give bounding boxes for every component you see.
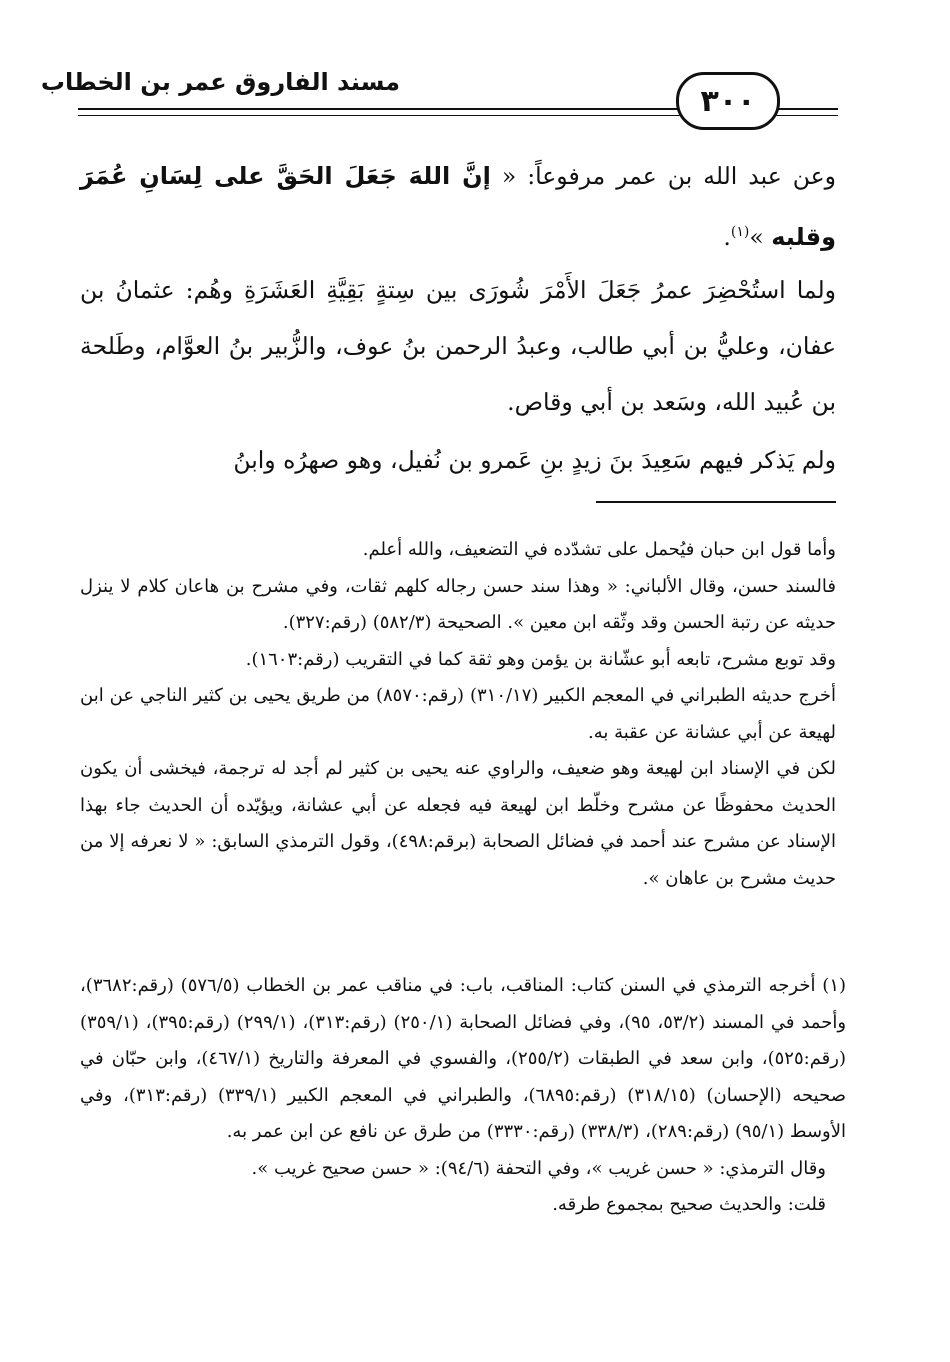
hadith-text: إنَّ اللهَ جَعَلَ الحَقَّ على لِسَانِ عُمَرَ وقلبه: [80, 162, 836, 251]
page-number-badge: ٣٠٠: [676, 72, 780, 130]
footnote-line: فالسند حسن، وقال الألباني: « وهذا سند حسن رجاله كلهم ثقات، وفي مشرح بن هاعان كلام لا ينزل حديثه عن رتبة الحسن وقد وثّقه ابن معين ». الصحيحة (٥٨٢/٣) (رقم:٣٢٧).: [80, 575, 836, 633]
p1-end: .: [723, 222, 731, 251]
footnote-ref-1[interactable]: (١): [730, 224, 750, 240]
footnote-1-text: (١) أخرجه الترمذي في السنن كتاب: المناقب، باب: في مناقب عمر بن الخطاب (٥٧٦/٥) (رقم:٣٦٨٢)، وأحمد في المسند (٥٣/٢، ٩٥)، وفي فضائل الصحابة (٢٥٠/١) (رقم:٣١٣)، (٢٩٩/١) (رقم:٣٩٥)، (٣٥٩/١) (رقم:٥٢٥)، وابن سعد في الطبقات (٢٥٥/٢)، والفسوي في المعرفة والتاريخ (٤٦٧/١)، وابن حبّان في صحيحه (الإحسان) (٣١٨/١٥) (رقم:٦٨٩٥)، والطبراني في المعجم الكبير (٣٣٩/١) (رقم:٣١٣)، وفي الأوسط (٩٥/١) (رقم:٢٨٩)، (٣٣٨/٣) (رقم:٣٣٣٠) من طرق عن نافع عن ابن عمر به.: [80, 975, 847, 1142]
footnote-separator: [596, 501, 836, 503]
running-header-title: مسند الفاروق عمر بن الخطاب: [40, 68, 400, 96]
footnote-continuation: [80, 532, 836, 897]
footnote-1: [80, 968, 846, 1224]
footnote-line: أخرج حديثه الطبراني في المعجم الكبير (٣١٠/١٧) (رقم:٨٥٧٠) من طريق يحيى بن كثير الناجي عن ابن لهيعة عن أبي عشانة عن عقبة به.: [80, 685, 837, 743]
footnote-line: وقد توبع مشرح، تابعه أبو عشّانة بن يؤمن وهو ثقة كما في التقريب (رقم:١٦٠٣).: [245, 648, 836, 670]
main-paragraph-1: [80, 148, 836, 264]
footnote-line: لكن في الإسناد ابن لهيعة وهو ضعيف، والراوي عنه يحيى بن كثير لم أجد له ترجمة، فيخشى أن يكون الحديث محفوظًا عن مشرح وخلّط ابن لهيعة فيه فجعله عن أبي عشانة، ويؤيّده أن الحديث جاء بهذا الإسناد عن مشرح عند أحمد في فضائل الصحابة (برقم:٤٩٨)، وقول الترمذي السابق: « لا نعرفه إلا من حديث مشرح بن عاهان ».: [80, 758, 836, 889]
footnote-1-conclusion: قلت: والحديث صحيح بمجموع طرقه.: [552, 1194, 826, 1215]
footnote-line: وأما قول ابن حبان فيُحمل على تشدّده في التضعيف، والله أعلم.: [362, 539, 836, 560]
main-paragraph-2: [80, 262, 836, 434]
main-paragraph-3: [80, 432, 836, 490]
footnote-1-tirmidhi: وقال الترمذي: « حسن غريب »، وفي التحفة (٩٤/٦): « حسن صحيح غريب ».: [251, 1157, 826, 1179]
p1-intro: وعن عبد الله بن عمر مرفوعاً: «: [490, 162, 836, 190]
p1-close-quote: »: [749, 222, 772, 251]
p2-text: ولما استُحْضِرَ عمرُ جَعَلَ الأَمْرَ شُورَى بين سِتةٍ بَقِيَّةِ العَشَرَةِ وهُم: عثمانُ بن عفان، وعليُّ بن أبي طالب، وعبدُ الرحمن بنُ عوف، والزُّبير بنُ العوَّام، وطَلحة بن عُبيد الله، وسَعد بن أبي وقاص.: [80, 276, 836, 416]
p3-text: ولم يَذكر فيهم سَعِيدَ بنَ زيدٍ بنِ عَمرو بن نُفيل، وهو صهرُه وابنُ: [233, 446, 836, 474]
